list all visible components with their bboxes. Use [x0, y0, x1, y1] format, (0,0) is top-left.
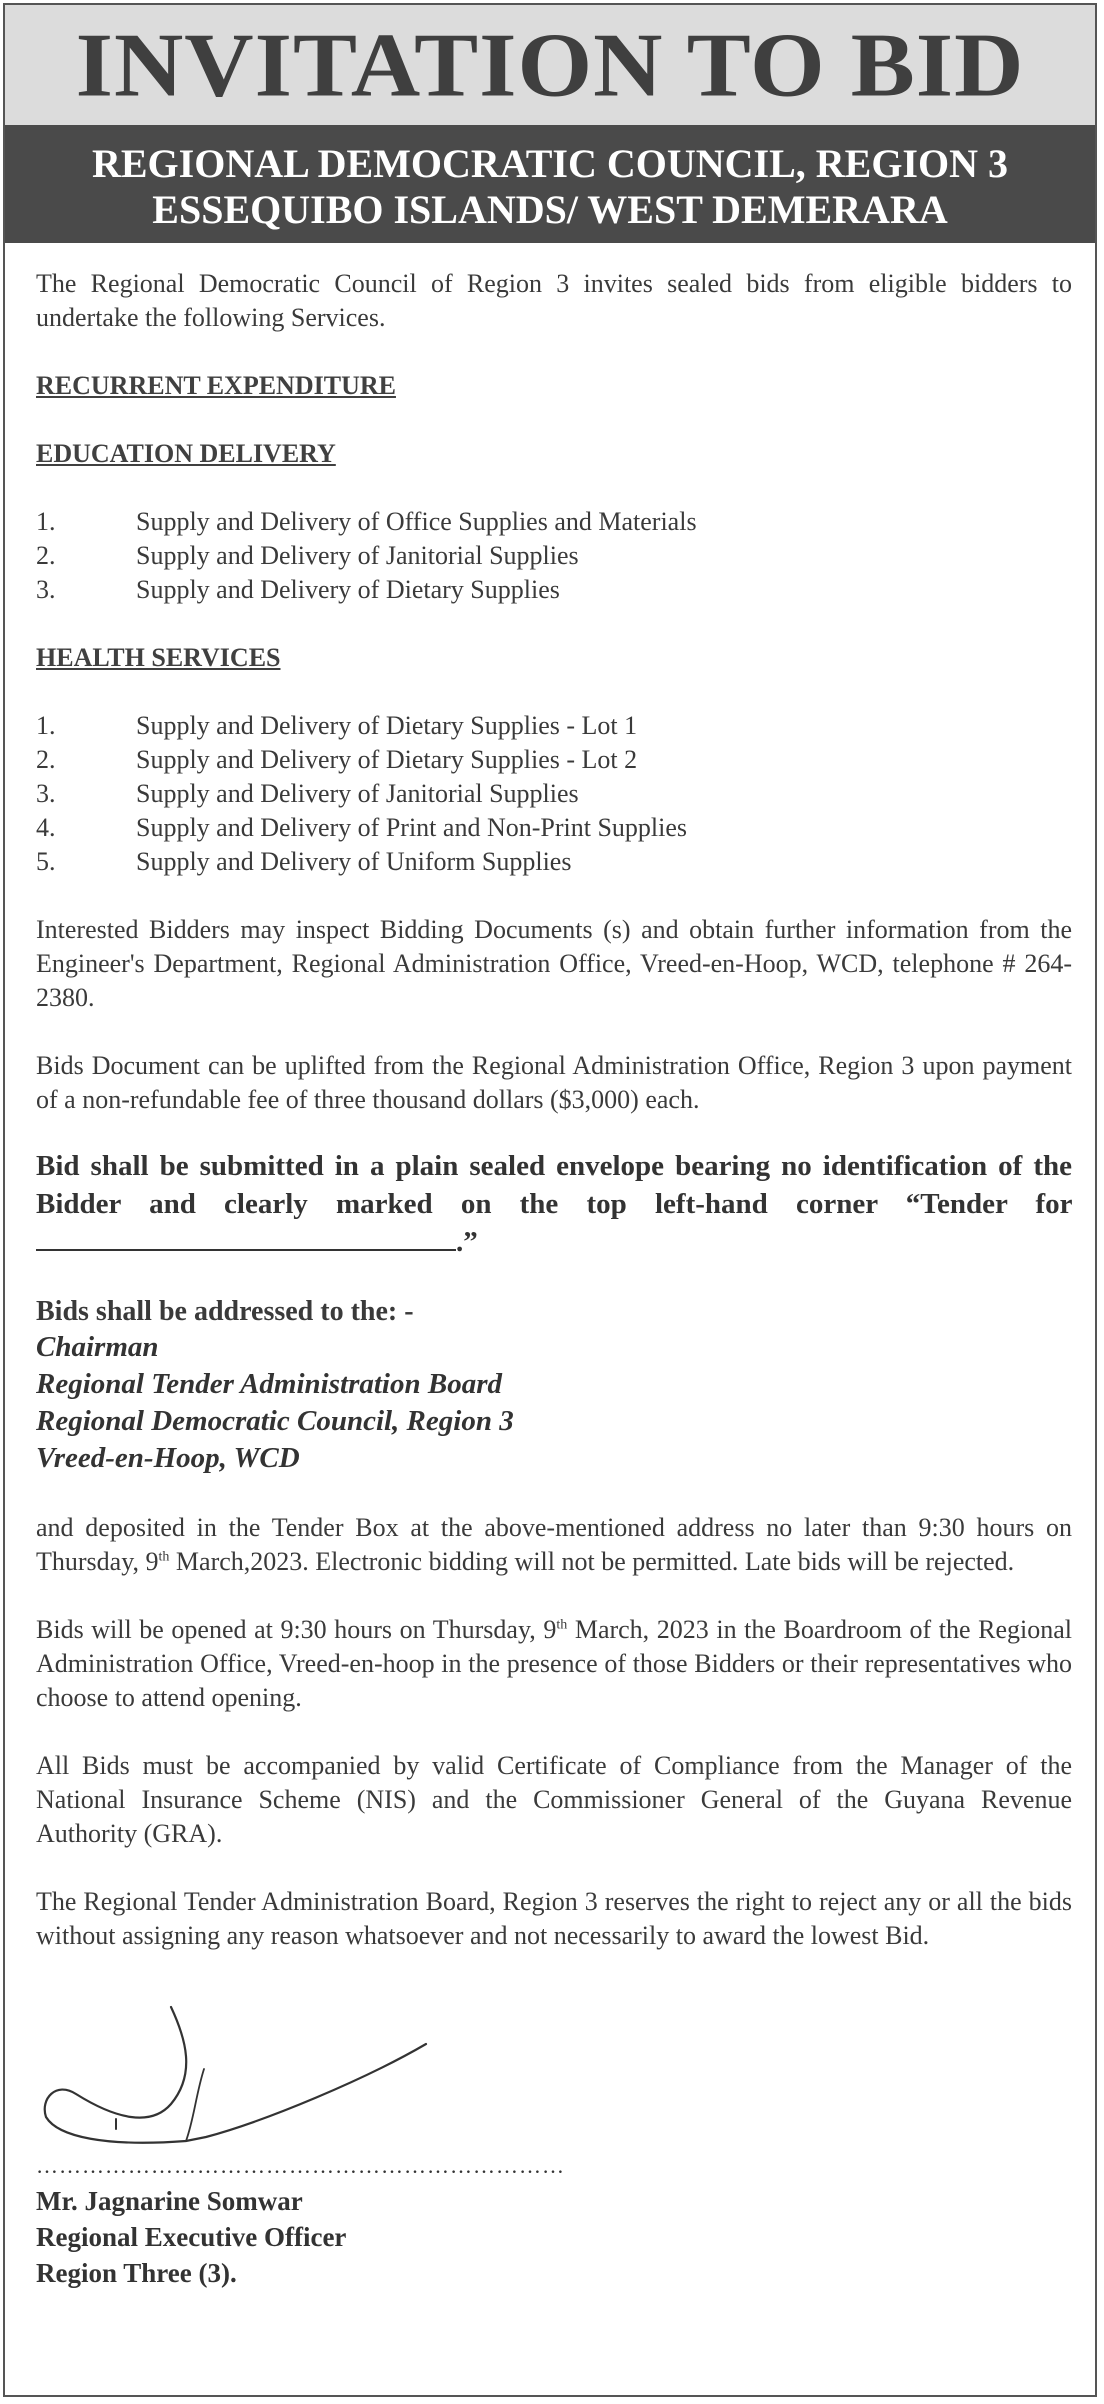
signature-dotted-line: …………………………………………………………… — [36, 2153, 565, 2178]
item-number: 5. — [36, 847, 56, 876]
deposit-text-2: March,2023. Electronic bidding will not be permitted. Late bids will be rejected. — [169, 1547, 1015, 1576]
deposit-paragraph — [36, 1511, 1072, 1579]
recurrent-heading: RECURRENT EXPENDITURE — [36, 371, 396, 400]
item-number: 1. — [36, 507, 56, 536]
submission-end: .” — [456, 1226, 478, 1258]
item-text: Supply and Delivery of Print and Non-Print Supplies — [136, 813, 688, 842]
notice-body — [36, 267, 1072, 2291]
item-text: Supply and Delivery of Office Supplies and Materials — [136, 507, 697, 536]
item-number: 3. — [36, 575, 56, 604]
tender-blank-line — [36, 1227, 456, 1251]
address-lead: Bids shall be addressed to the: - — [36, 1296, 414, 1327]
deposit-ordinal: th — [158, 1549, 170, 1565]
subtitle-line-2: ESSEQUIBO ISLANDS/ WEST DEMERARA — [152, 187, 948, 232]
item-text: Supply and Delivery of Dietary Supplies — [136, 575, 560, 604]
list-item — [36, 811, 1072, 845]
list-item — [36, 505, 1072, 539]
item-text: Supply and Delivery of Janitorial Supplies — [136, 541, 579, 570]
address-line-1: Chairman — [36, 1331, 159, 1363]
subtitle-band — [5, 125, 1095, 243]
item-number: 3. — [36, 779, 56, 808]
compliance-paragraph: All Bids must be accompanied by valid Certificate of Compliance from the Manager of the National Insurance Scheme (NIS) and the Commissioner General of the Guyana Revenue Authority (GRA). — [36, 1751, 1072, 1848]
subtitle-line-1: REGIONAL DEMOCRATIC COUNCIL, REGION 3 — [91, 141, 1008, 186]
item-text: Supply and Delivery of Dietary Supplies - Lot 1 — [136, 711, 638, 740]
item-number: 4. — [36, 813, 56, 842]
list-item — [36, 845, 1072, 879]
address-line-4: Vreed-en-Hoop, WCD — [36, 1442, 300, 1474]
list-item — [36, 709, 1072, 743]
opening-paragraph — [36, 1613, 1072, 1715]
notice-frame — [3, 3, 1097, 2397]
item-number: 1. — [36, 711, 56, 740]
signer-region: Region Three (3). — [36, 2258, 237, 2288]
item-text: Supply and Delivery of Dietary Supplies - Lot 2 — [136, 745, 638, 774]
submission-paragraph — [36, 1147, 1072, 1261]
list-item — [36, 777, 1072, 811]
education-heading: EDUCATION DELIVERY — [36, 439, 336, 468]
intro-paragraph: The Regional Democratic Council of Region 3 invites sealed bids from eligible bidders to undertake the following Services. — [36, 269, 1072, 332]
signer-name: Mr. Jagnarine Somwar — [36, 2186, 303, 2216]
address-line-3: Regional Democratic Council, Region 3 — [36, 1405, 514, 1437]
item-number: 2. — [36, 745, 56, 774]
education-list — [36, 505, 1072, 607]
uplift-paragraph: Bids Document can be uplifted from the Regional Administration Office, Region 3 upon payment of a non-refundable fee of three thousand dollars ($3,000) each. — [36, 1051, 1072, 1114]
title-band — [5, 5, 1095, 125]
submission-text: Bid shall be submitted in a plain sealed envelope bearing no identification of the Bidder and clearly marked on the top left-hand corner “Tender for — [36, 1150, 1072, 1220]
address-line-2: Regional Tender Administration Board — [36, 1368, 502, 1400]
health-list — [36, 709, 1072, 879]
health-heading: HEALTH SERVICES — [36, 643, 281, 672]
signer-title: Regional Executive Officer — [36, 2222, 347, 2252]
opening-text-1: Bids will be opened at 9:30 hours on Thursday, 9 — [36, 1615, 557, 1644]
rights-paragraph: The Regional Tender Administration Board, Region 3 reserves the right to reject any or all the bids without assigning any reason whatsoever and not necessarily to award the lowest Bid. — [36, 1887, 1072, 1950]
signer-block — [36, 2183, 1072, 2291]
address-block — [36, 1295, 1072, 1477]
list-item — [36, 539, 1072, 573]
item-number: 2. — [36, 541, 56, 570]
list-item — [36, 573, 1072, 607]
list-item — [36, 743, 1072, 777]
deposit-text-1: and deposited in the Tender Box at the above-mentioned address no later than 9:30 hours on Thursday, 9 — [36, 1513, 1072, 1576]
signature-area — [36, 1999, 1072, 2178]
item-text: Supply and Delivery of Uniform Supplies — [136, 847, 572, 876]
page-title: INVITATION TO BID — [75, 13, 1025, 116]
item-text: Supply and Delivery of Janitorial Supplies — [136, 779, 579, 808]
inspect-paragraph: Interested Bidders may inspect Bidding Documents (s) and obtain further information from the Engineer's Department, Regional Administration Office, Vreed-en-Hoop, WCD, telephone # 264-2380. — [36, 915, 1072, 1012]
signature-image — [36, 1999, 476, 2159]
opening-text-2: March, 2023 in the Boardroom of the Regional Administration Office, Vreed-en-hoop in the presence of those Bidders or their representatives who choose to attend opening. — [36, 1615, 1072, 1712]
opening-ordinal: th — [556, 1617, 568, 1633]
